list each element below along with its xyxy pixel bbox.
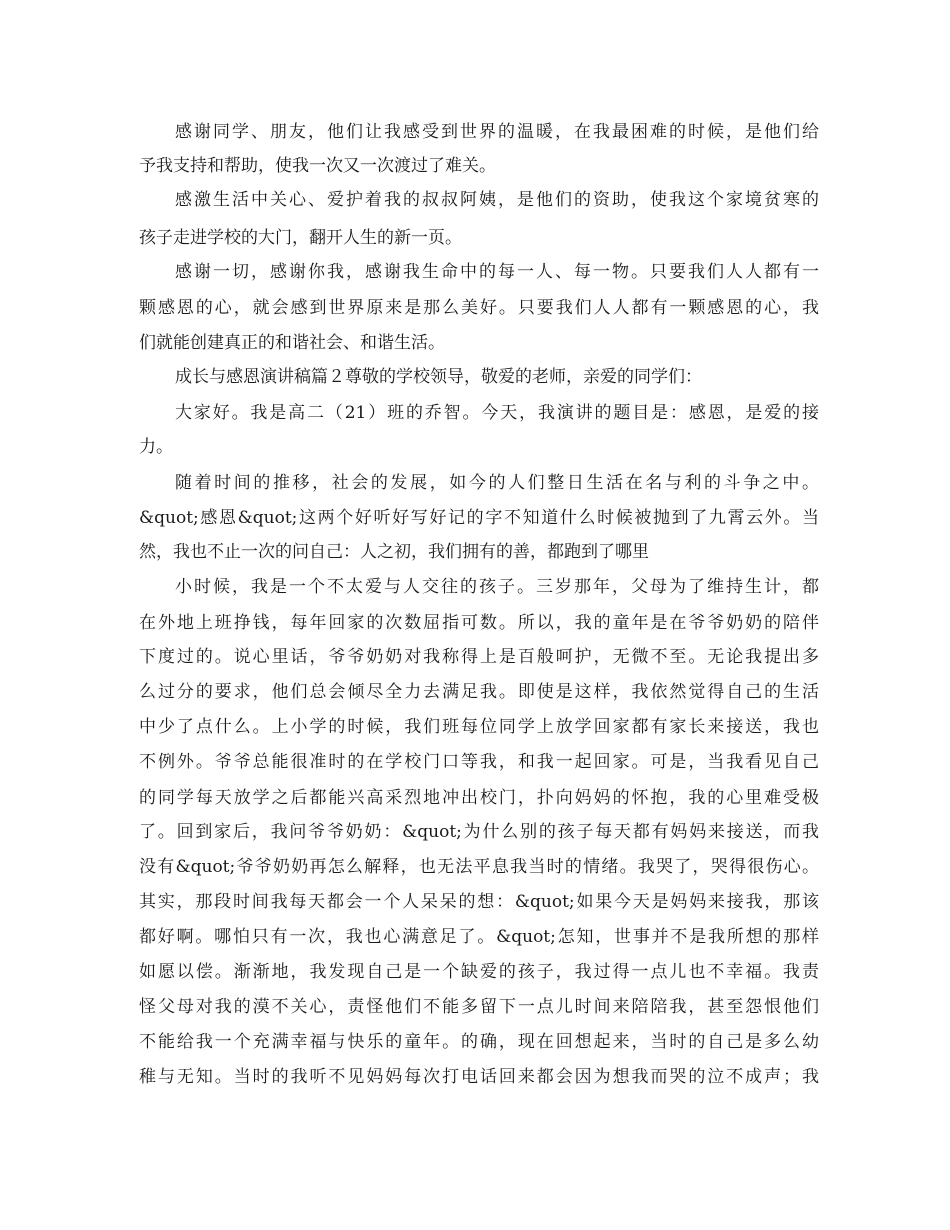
text-line: 其实，那段时间我每天都会一个人呆呆的想：&quot;如果今天是妈妈来接我，那该 bbox=[139, 892, 819, 912]
text-line: 下度过的。说心里话，爷爷奶奶对我称得上是百般呵护，无微不至。无论我提出多 bbox=[139, 647, 819, 667]
text-line: 大家好。我是高二（21）班的乔智。今天，我演讲的题目是：感恩，是爱的接 bbox=[175, 403, 819, 423]
text-line: 予我支持和帮助，使我一次又一次渡过了难关。 bbox=[139, 156, 496, 176]
text-line: 中少了点什么。上小学的时候，我们班每位同学上放学回家都有家长来接送，我也 bbox=[139, 717, 819, 737]
text-line: 力。 bbox=[139, 437, 173, 457]
text-line: 然，我也不止一次的问自己：人之初，我们拥有的善，都跑到了哪里 bbox=[139, 542, 649, 562]
text-line: 不能给我一个充满幸福与快乐的童年。的确，现在回想起来，当时的自己是多么幼 bbox=[139, 1032, 819, 1052]
text-line: 孩子走进学校的大门，翻开人生的新一页。 bbox=[139, 228, 462, 248]
text-line: &quot;感恩&quot;这两个好听好写好记的字不知道什么时候被抛到了九霄云外。当 bbox=[139, 508, 819, 528]
text-line: 都好啊。哪怕只有一次，我也心满意足了。&quot;怎知，世事并不是我所想的那样 bbox=[139, 927, 819, 947]
text-line: 了。回到家后，我问爷爷奶奶：&quot;为什么别的孩子每天都有妈妈来接送，而我 bbox=[139, 822, 819, 842]
text-line: 怪父母对我的漠不关心，责怪他们不能多留下一点儿时间来陪陪我，甚至怨恨他们 bbox=[139, 997, 819, 1017]
text-line: 不例外。爷爷总能很准时的在学校门口等我，和我一起回家。可是，当我看见自己 bbox=[139, 752, 819, 772]
text-line: 成长与感恩演讲稿篇２尊敬的学校领导，敬爱的老师，亲爱的同学们： bbox=[175, 367, 702, 387]
text-line: 的同学每天放学之后都能兴高采烈地冲出校门，扑向妈妈的怀抱，我的心里难受极 bbox=[139, 788, 819, 808]
text-line: 小时候，我是一个不太爱与人交往的孩子。三岁那年，父母为了维持生计，都 bbox=[175, 577, 819, 597]
text-line: 感激生活中关心、爱护着我的叔叔阿姨，是他们的资助，使我这个家境贫寒的 bbox=[175, 190, 819, 210]
text-line: 颗感恩的心，就会感到世界原来是那么美好。只要我们人人都有一颗感恩的心，我 bbox=[139, 298, 819, 318]
text-line: 么过分的要求，他们总会倾尽全力去满足我。即使是这样，我依然觉得自己的生活 bbox=[139, 682, 819, 702]
text-line: 感谢同学、朋友，他们让我感受到世界的温暖，在我最困难的时候，是他们给 bbox=[175, 122, 819, 142]
text-line: 们就能创建真正的和谐社会、和谐生活。 bbox=[139, 333, 445, 353]
text-line: 感谢一切，感谢你我，感谢我生命中的每一人、每一物。只要我们人人都有一 bbox=[175, 262, 819, 282]
text-line: 随着时间的推移，社会的发展，如今的人们整日生活在名与利的斗争之中。 bbox=[175, 473, 819, 493]
text-line: 在外地上班挣钱，每年回家的次数屈指可数。所以，我的童年是在爷爷奶奶的陪伴 bbox=[139, 613, 819, 633]
text-line: 如愿以偿。渐渐地，我发现自己是一个缺爱的孩子，我过得一点儿也不幸福。我责 bbox=[139, 962, 819, 982]
text-line: 没有&quot;爷爷奶奶再怎么解释，也无法平息我当时的情绪。我哭了，哭得很伤心。 bbox=[139, 857, 819, 877]
text-line: 稚与无知。当时的我听不见妈妈每次打电话回来都会因为想我而哭的泣不成声；我 bbox=[139, 1067, 819, 1087]
